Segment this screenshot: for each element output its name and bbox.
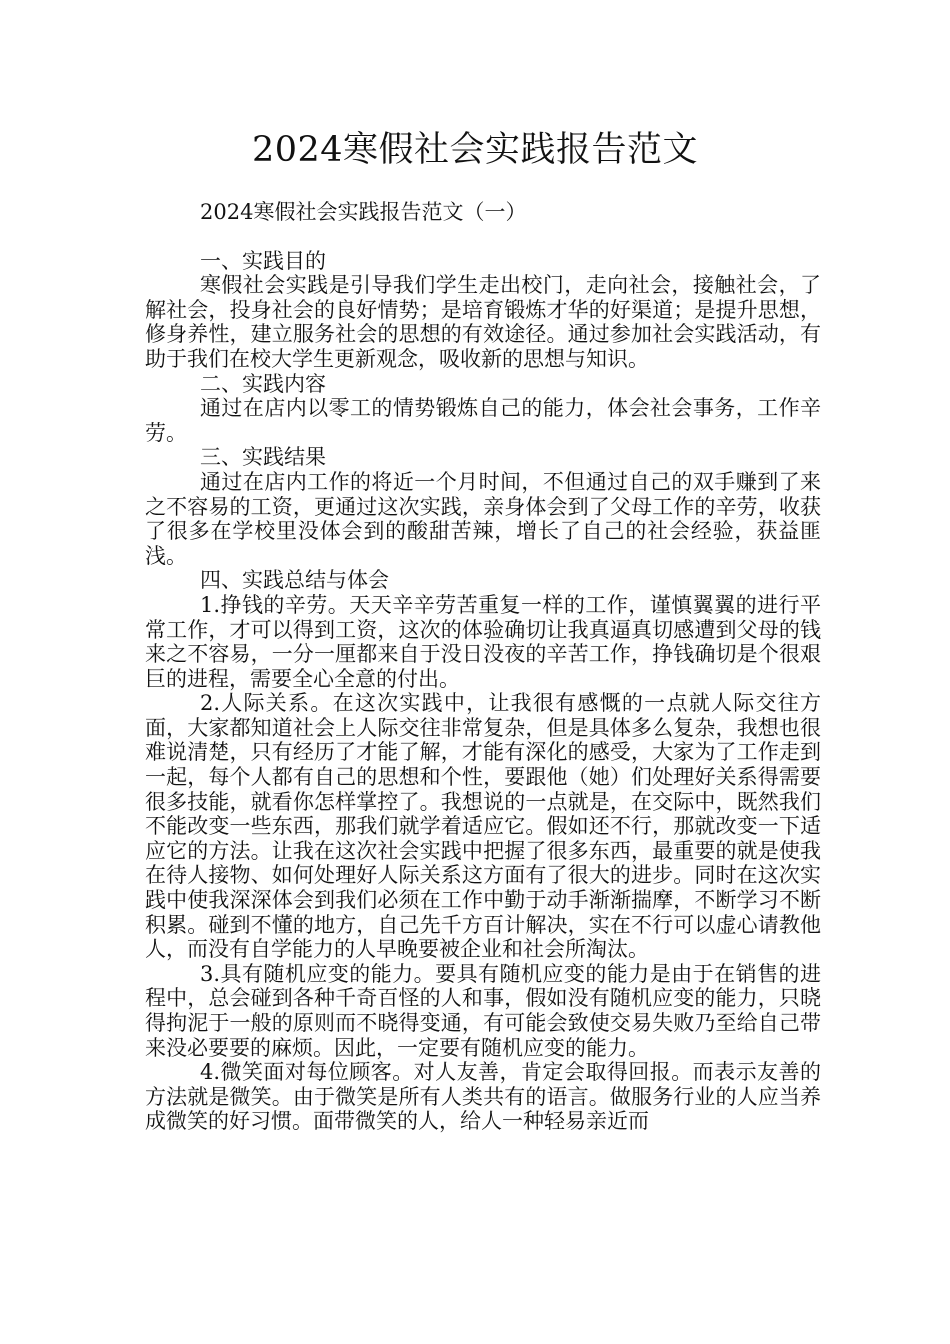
paragraph-point-1: 1.挣钱的辛劳。天天辛辛劳苦重复一样的工作，谨慎翼翼的进行平常工作，才可以得到工资，这次的体验确切让我真逼真切感遭到父母的钱来之不容易，一分一厘都来自于没日没夜的辛苦工作，挣钱确切是个很艰巨的进程，需要全心全意的付出。 (145, 592, 821, 691)
heading-results: 三、实践结果 (200, 445, 326, 470)
document-title: 2024寒假社会实践报告范文 (251, 130, 699, 170)
paragraph-content: 通过在店内以零工的情势锻炼自己的能力，体会社会事务，工作辛劳。 (145, 396, 821, 445)
paragraph-point-3: 3.具有随机应变的能力。要具有随机应变的能力是由于在销售的进程中，总会碰到各种千奇百怪的人和事，假如没有随机应变的能力，只晓得拘泥于一般的原则而不晓得变通，有可能会致使交易失败乃至给自己带来没必要要的麻烦。因此，一定要有随机应变的能力。 (145, 961, 821, 1060)
paragraph-purpose: 寒假社会实践是引导我们学生走出校门，走向社会，接触社会，了解社会，投身社会的良好情势；是培育锻炼才华的好渠道；是提升思想，修身养性，建立服务社会的思想的有效途径。通过参加社会实践活动，有助于我们在校大学生更新观念，吸收新的思想与知识。 (145, 273, 821, 371)
section-subtitle: 2024寒假社会实践报告范文（一） (200, 200, 527, 224)
paragraph-results: 通过在店内工作的将近一个月时间，不但通过自己的双手赚到了来之不容易的工资，更通过这次实践，亲身体会到了父母工作的辛劳，收获了很多在学校里没体会到的酸甜苦辣，增长了自己的社会经验，获益匪浅。 (145, 469, 821, 568)
paragraph-point-4: 4.微笑面对每位顾客。对人友善，肯定会取得回报。而表示友善的方法就是微笑。由于微笑是所有人类共有的语言。做服务行业的人应当养成微笑的好习惯。面带微笑的人，给人一种轻易亲近而 (145, 1060, 821, 1134)
heading-content: 二、实践内容 (200, 371, 326, 396)
document-body (145, 200, 821, 1134)
heading-summary: 四、实践总结与体会 (200, 568, 389, 593)
heading-purpose: 一、实践目的 (200, 248, 326, 273)
paragraph-point-2: 2.人际关系。在这次实践中，让我很有感慨的一点就人际交往方面，大家都知道社会上人际交往非常复杂，但是具体多么复杂，我想也很难说清楚，只有经历了才能了解，才能有深化的感受，大家为了工作走到一起，每个人都有自己的思想和个性，要跟他（她）们处理好关系得需要很多技能，就看你怎样掌控了。我想说的一点就是，在交际中，既然我们不能改变一些东西，那我们就学着适应它。假如还不行，那就改变一下适应它的方法。让我在这次社会实践中把握了很多东西，最重要的就是使我在待人接物、如何处理好人际关系这方面有了很大的进步。同时在这次实践中使我深深体会到我们必须在工作中勤于动手渐渐揣摩，不断学习不断积累。碰到不懂的地方，自己先千方百计解决，实在不行可以虚心请教他人，而没有自学能力的人早晚要被企业和社会所淘汰。 (145, 691, 821, 962)
